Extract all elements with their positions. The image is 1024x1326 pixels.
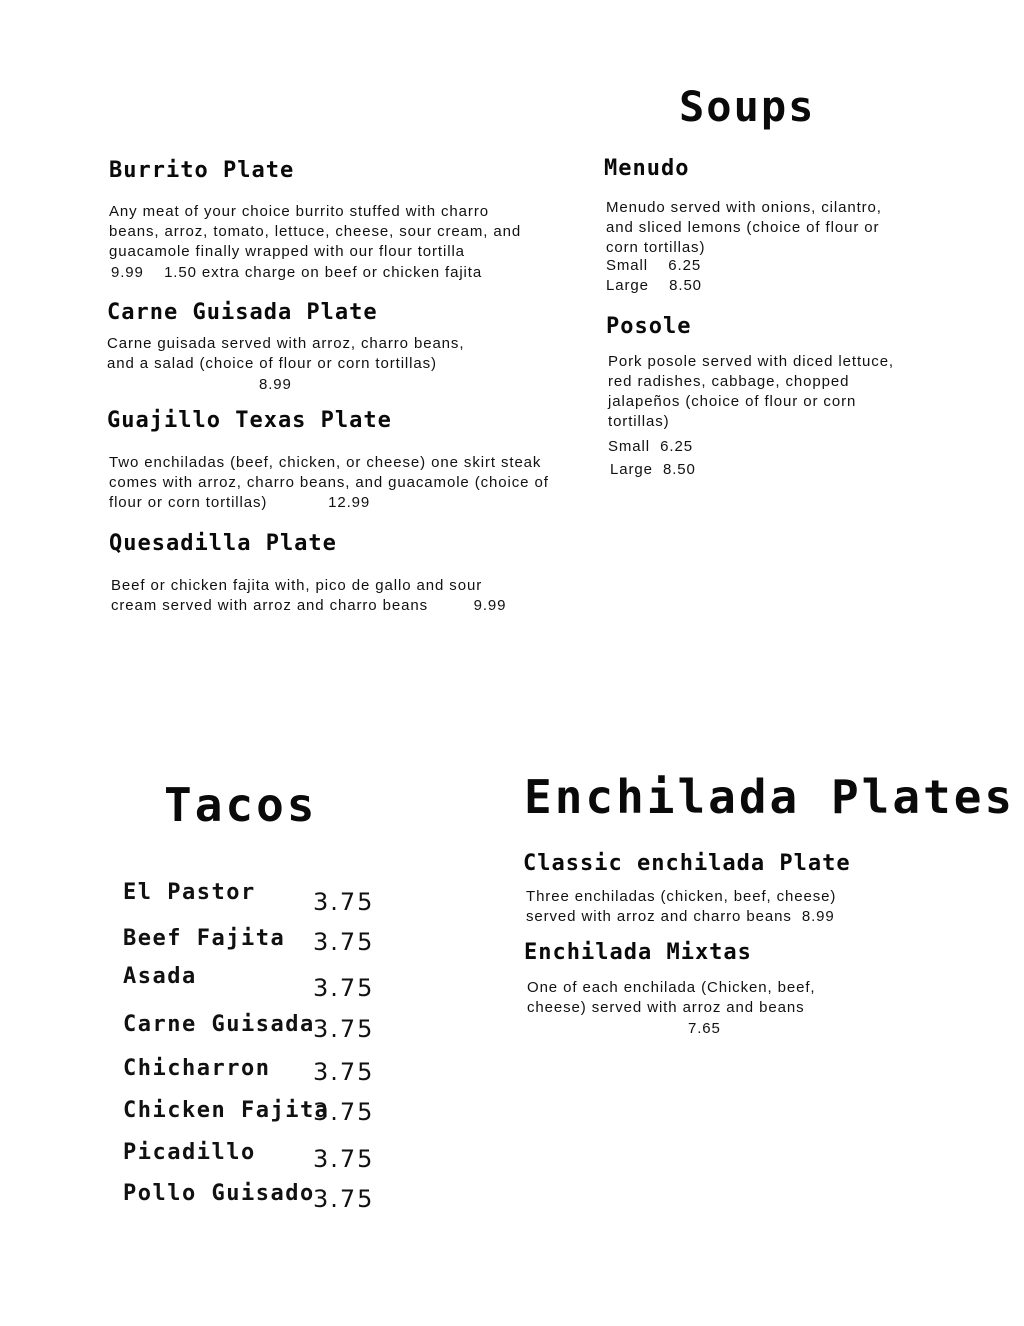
enchilada-mixtas-price: 7.65: [688, 1020, 721, 1037]
posole-description: Pork posole served with diced lettuce, red radishes, cabbage, chopped jalapeños (choice of flour or corn tortillas): [608, 353, 894, 430]
quesadilla-plate-name: Quesadilla Plate: [109, 531, 337, 556]
taco-item: [123, 1179, 403, 1219]
classic-enchilada-plate-description: Three enchiladas (chicken, beef, cheese) served with arroz and charro beans 8.99: [526, 888, 837, 925]
menudo-small-price: Small 6.25: [606, 257, 702, 274]
taco-name: Chicken Fajita: [123, 1098, 330, 1123]
quesadilla-plate-description: Beef or chicken fajita with, pico de gallo and sour cream served with arroz and charro beans 9.99: [111, 577, 507, 614]
soups-title: Soups: [679, 82, 816, 131]
taco-item: [123, 1053, 403, 1095]
taco-item: [123, 1139, 403, 1179]
taco-price: 3.75: [313, 1185, 375, 1213]
posole-name: Posole: [606, 314, 692, 339]
posole-small-price: Small 6.25: [608, 438, 693, 455]
taco-name: Picadillo: [123, 1140, 256, 1165]
taco-name: Chicharron: [123, 1056, 271, 1081]
enchilada-plates-title: Enchilada Plates: [524, 770, 1016, 824]
taco-name: Beef Fajita: [123, 926, 286, 951]
posole-large-price: Large 8.50: [610, 461, 696, 478]
guajillo-texas-plate-name: Guajillo Texas Plate: [107, 408, 392, 433]
tacos-list: [123, 880, 403, 1219]
classic-enchilada-plate-name: Classic enchilada Plate: [523, 851, 851, 876]
burrito-plate-name: Burrito Plate: [109, 158, 295, 183]
burrito-plate-description: Any meat of your choice burrito stuffed with charro beans, arroz, tomato, lettuce, cheese, sour cream, and guacamole finally wrapped with our flour tortilla: [109, 203, 522, 260]
enchilada-mixtas-description: One of each enchilada (Chicken, beef, cheese) served with arroz and beans: [527, 979, 816, 1016]
carne-guisada-plate-description: Carne guisada served with arroz, charro beans, and a salad (choice of flour or corn tortillas): [107, 335, 465, 372]
taco-price: 3.75: [313, 888, 375, 916]
taco-price: 3.75: [313, 974, 375, 1002]
burrito-plate-price: 9.99 1.50 extra charge on beef or chicken fajita: [111, 264, 483, 281]
taco-name: Pollo Guisado: [123, 1181, 315, 1206]
taco-name: Asada: [123, 964, 197, 989]
menudo-name: Menudo: [604, 156, 690, 181]
tacos-title: Tacos: [164, 778, 318, 832]
taco-item: [123, 924, 403, 964]
taco-name: Carne Guisada: [123, 1012, 315, 1037]
taco-name: El Pastor: [123, 880, 256, 905]
enchilada-mixtas-name: Enchilada Mixtas: [524, 940, 752, 965]
taco-price: 3.75: [313, 1058, 375, 1086]
carne-guisada-plate-price: 8.99: [259, 376, 292, 393]
taco-item: [123, 880, 403, 924]
menudo-large-price: Large 8.50: [606, 277, 702, 294]
taco-item: [123, 1095, 403, 1139]
taco-item: [123, 964, 403, 1008]
taco-price: 3.75: [313, 928, 375, 956]
carne-guisada-plate-name: Carne Guisada Plate: [107, 300, 378, 325]
guajillo-texas-plate-description: Two enchiladas (beef, chicken, or cheese) one skirt steak comes with arroz, charro beans, and guacamole (choice of flour or corn tortillas) 12.99: [109, 454, 549, 511]
menudo-description: Menudo served with onions, cilantro, and sliced lemons (choice of flour or corn tortillas): [606, 199, 882, 256]
taco-price: 3.75: [313, 1015, 375, 1043]
taco-price: 3.75: [313, 1098, 375, 1126]
taco-item: [123, 1008, 403, 1053]
taco-price: 3.75: [313, 1145, 375, 1173]
